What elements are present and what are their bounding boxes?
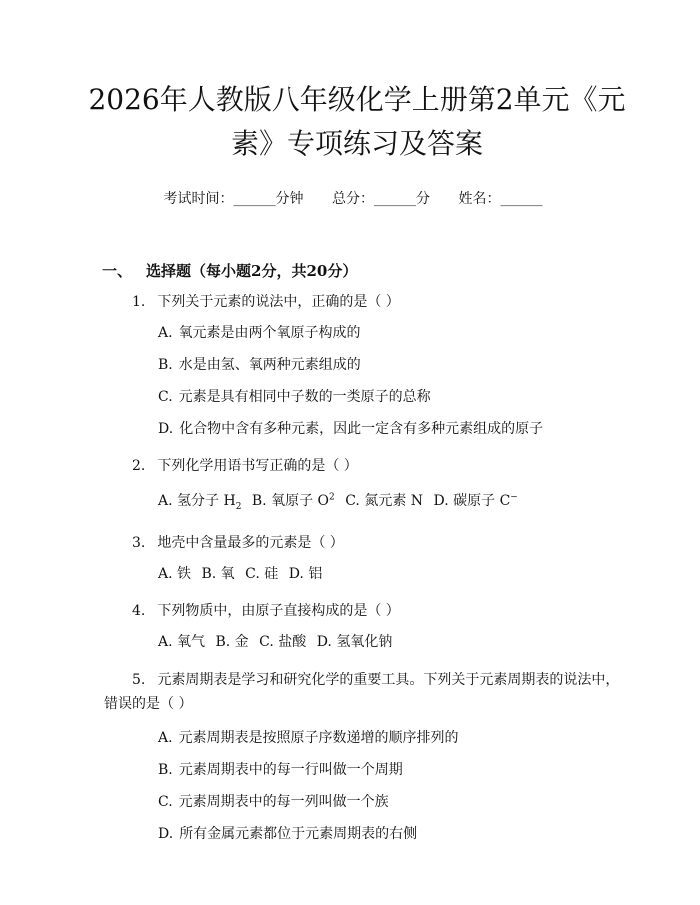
option-1a: A. 氧元素是由两个氧原子构成的 (158, 325, 361, 341)
option-5d: D. 所有金属元素都位于元素周期表的右侧 (158, 826, 418, 843)
option-5c: C. 元素周期表中的每一列叫做一个族 (158, 794, 389, 811)
section-title: 选择题（每小题2分，共20分） (146, 262, 358, 280)
question-4: 4. 下列物质中，由原子直接构成的是（ ） (132, 603, 400, 620)
option-2d: D. 碳原子 C− (433, 492, 518, 509)
option-3a: A. 铁 (158, 566, 192, 583)
exam-time: 考试时间：______分钟 (163, 191, 304, 207)
option-4d: D. 氢氧化钠 (316, 634, 393, 651)
page-title: 2026年人教版八年级化学上册第2单元《元素》专项练习及答案 (88, 83, 626, 160)
option-3c: C. 硅 (245, 566, 279, 583)
option-2c: C. 氮元素 N (345, 492, 424, 509)
option-5a: A. 元素周期表是按照原子序数递增的顺序排列的 (158, 730, 459, 747)
option-4b: B. 金 (215, 634, 249, 651)
option-4c: C. 盐酸 (259, 634, 307, 651)
option-1c: C. 元素是具有相同中子数的一类原子的总称 (158, 389, 431, 405)
question-1: 1. 下列关于元素的说法中，正确的是（ ） (132, 294, 400, 310)
option-3b: B. 氧 (201, 566, 235, 583)
options-2 (104, 481, 620, 522)
exam-name: 姓名：______ (458, 191, 543, 207)
score-blank: ______ (374, 191, 416, 207)
section-number: 一、 (102, 262, 133, 280)
exam-info (86, 188, 620, 208)
option-1b: B. 水是由氢、氧两种元素组成的 (158, 357, 361, 373)
option-3d: D. 铝 (288, 566, 323, 583)
time-blank: ______ (233, 191, 276, 207)
question-5: 5. 元素周期表是学习和研究化学的重要工具。下列关于元素周期表的说法中，错误的是（ ） (104, 672, 620, 713)
option-1d: D. 化合物中含有多种元素，因此一定含有多种元素组成的原子 (158, 421, 544, 437)
option-5b: B. 元素周期表中的每一行叫做一个周期 (158, 762, 403, 779)
exam-score: 总分：______分 (332, 191, 430, 207)
section-heading (102, 260, 620, 281)
question-2: 2. 下列化学用语书写正确的是（ ） (132, 458, 358, 474)
options-4 (104, 626, 620, 658)
option-4a: A. 氧气 (158, 634, 206, 651)
option-2a: A. 氢分子 $H_2$ (158, 492, 242, 512)
option-2b: B. 氧原子 $O^2$ (251, 492, 335, 509)
question-3: 3. 地壳中含量最多的元素是（ ） (132, 535, 344, 552)
options-3 (104, 558, 620, 590)
name-blank: ______ (500, 191, 543, 207)
